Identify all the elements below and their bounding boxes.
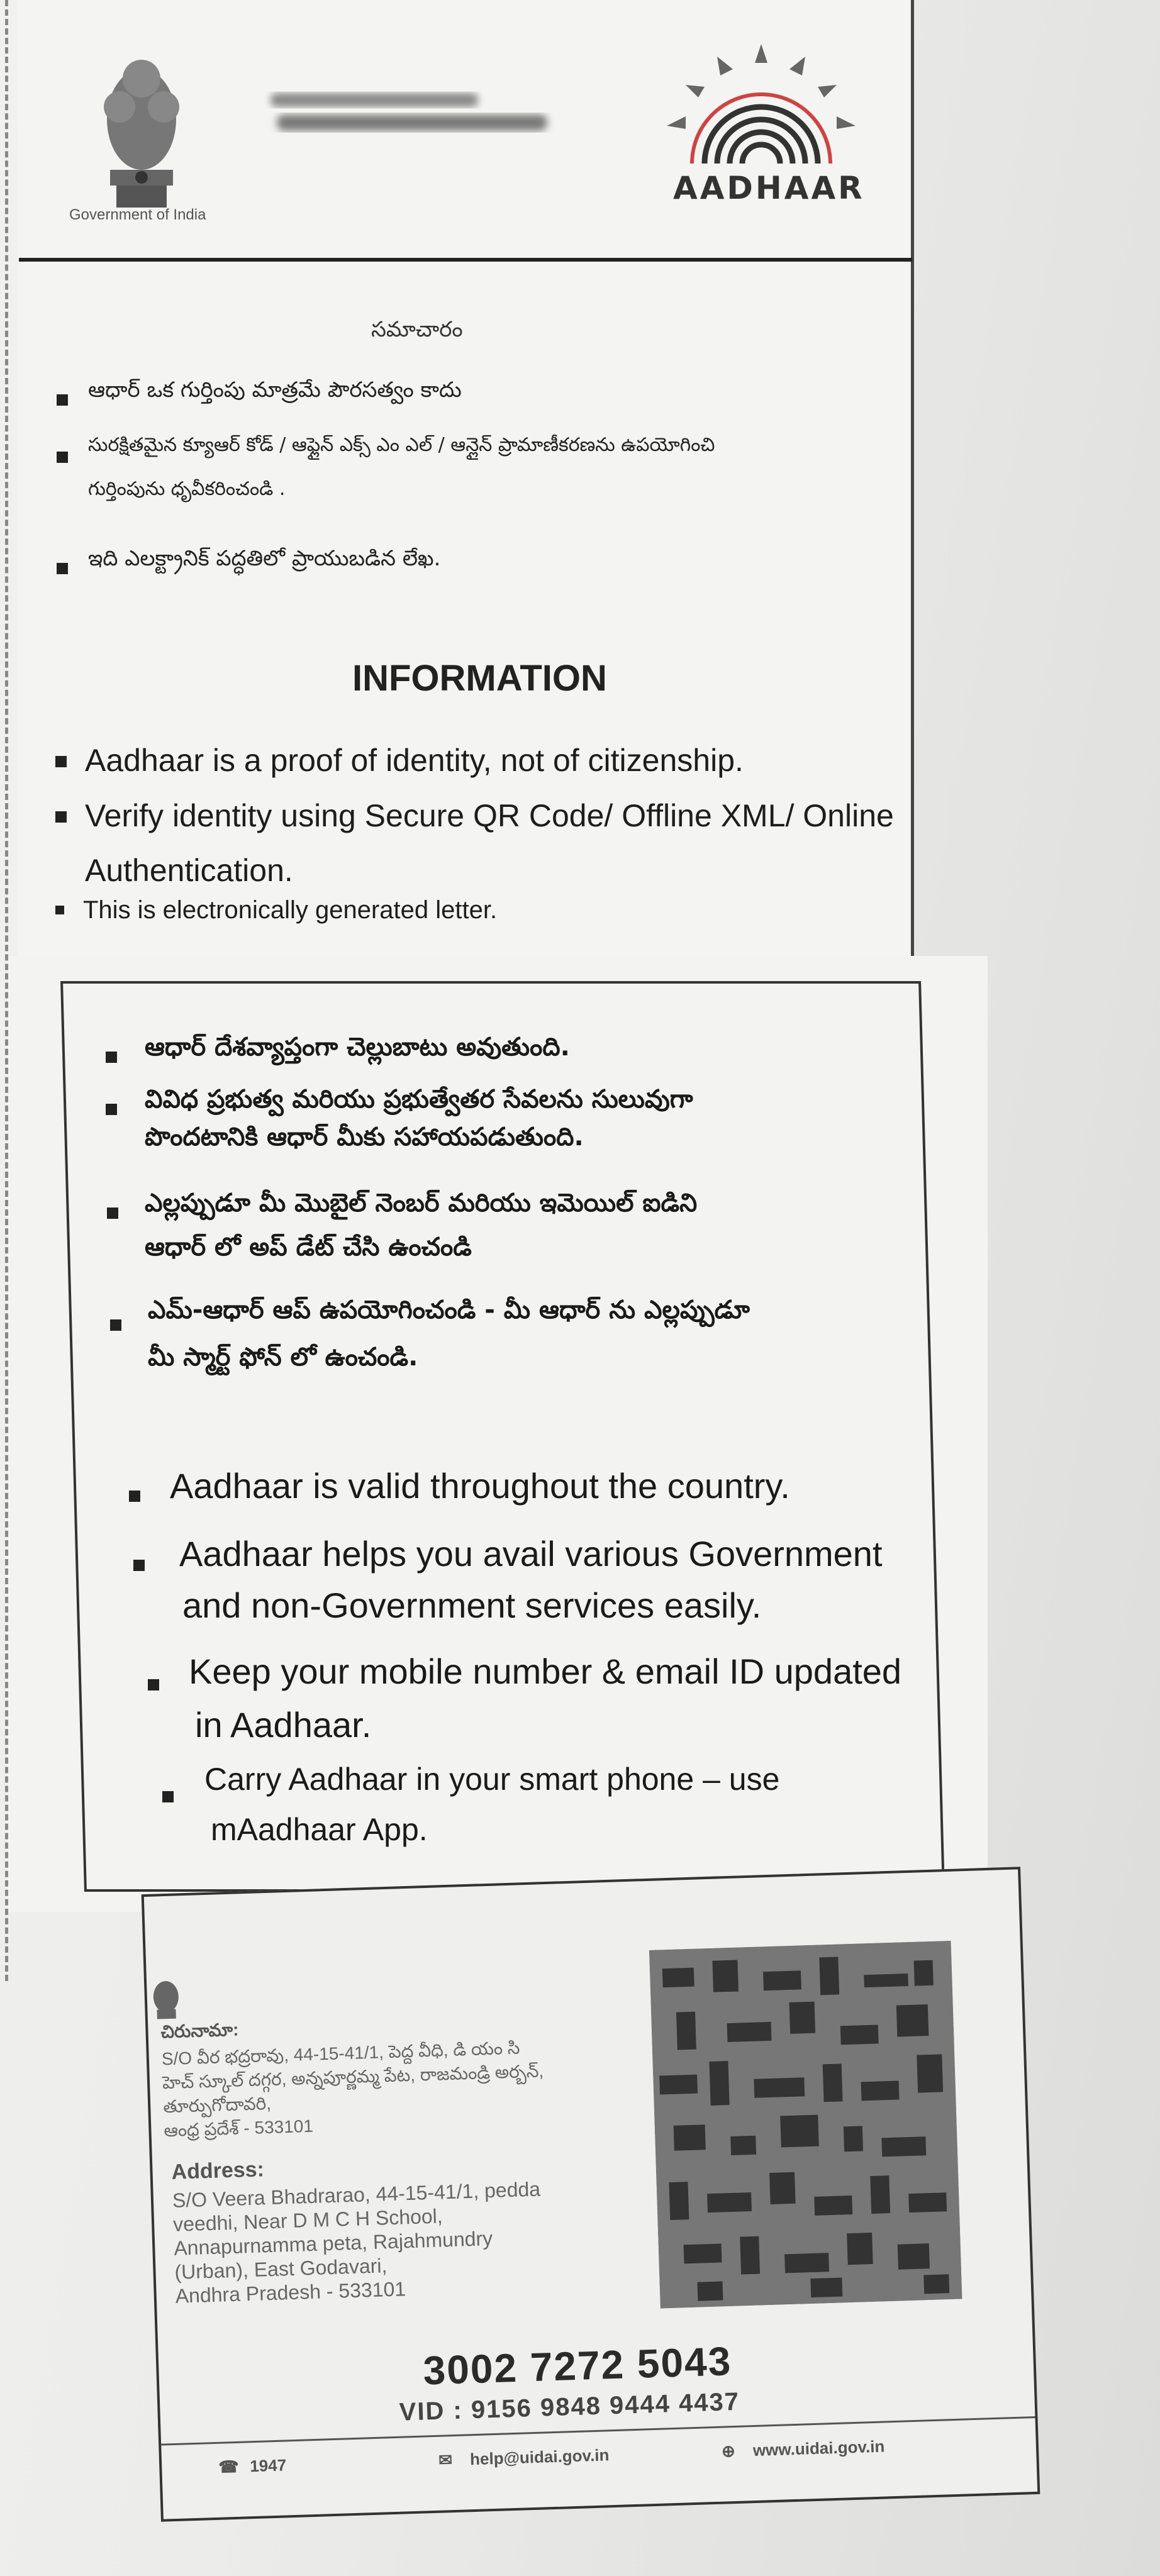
letter-header (19, 0, 912, 262)
benefit-telugu-item: ఆధార్ దేశవ్యాప్తంగా చెల్లుబాటు అవుతుంది. (145, 1033, 570, 1062)
bullet-icon (55, 756, 67, 767)
bullet-icon (110, 1319, 121, 1331)
benefit-english-item: Aadhaar is valid throughout the country. (170, 1466, 790, 1506)
perforation-edge (5, 0, 8, 1981)
telugu-info-item: ఇది ఎలక్ట్రానిక్ పద్ధతిలో ప్రాయుబడిన లేఖ. (88, 546, 441, 571)
bullet-icon (148, 1679, 159, 1690)
information-item: This is electronically generated letter. (83, 896, 498, 924)
benefit-english-item: Aadhaar helps you avail various Government (179, 1534, 883, 1574)
information-title: INFORMATION (352, 658, 607, 699)
address-text: S/O Veera Bhadrarao, 44-15-41/1, pedda veedhi, Near D M C H School, Annapurnamma peta, Rajahmundry (Urban), East Godavari, Andhra Pradesh - 533101 (172, 2177, 541, 2307)
virtual-id: VID : 9156 9848 9444 4437 (399, 2387, 740, 2426)
bullet-icon (129, 1491, 140, 1502)
bullet-icon (162, 1791, 174, 1802)
aadhaar-number: 3002 7272 5043 (422, 2338, 733, 2394)
bullet-icon (57, 563, 68, 574)
information-item: Authentication. (85, 853, 293, 888)
website-url: www.uidai.gov.in (752, 2436, 885, 2460)
card-footer (161, 2416, 1037, 2502)
benefit-english-item: mAadhaar App. (211, 1812, 428, 1847)
help-email: help@uidai.gov.in (469, 2445, 610, 2469)
qr-code-icon (649, 1941, 962, 2309)
bullet-icon (57, 452, 68, 463)
aadhaar-card-cutout (142, 1867, 1040, 2521)
bullet-icon (133, 1560, 145, 1571)
telugu-address-label: చిరునామా: (160, 2019, 239, 2042)
telugu-info-item: ఆధార్ ఒక గుర్తింపు మాత్రమే పౌరసత్వం కాదు (88, 377, 462, 402)
benefit-english-item: and non-Government services easily. (182, 1585, 762, 1625)
benefit-telugu-item: ఎమ్-ఆధార్ ఆప్ ఉపయోగించండి - మీ ఆధార్ ను ఎల్లప్పుడూ (148, 1296, 750, 1324)
bullet-icon (55, 906, 64, 914)
government-of-india-caption: Government of India (69, 206, 206, 223)
bullet-icon (55, 811, 67, 823)
benefit-english-item: in Aadhaar. (195, 1705, 372, 1745)
benefit-telugu-item: మీ స్మార్ట్ ఫోన్ లో ఉంచండి. (148, 1343, 418, 1372)
telugu-information-heading: సమాచారం (371, 318, 463, 341)
telugu-address-text: S/O వీర భద్రరావు, 44-15-41/1, పెద్ద వీధి, డి యం సి హెచ్ స్కూల్ దగ్గర, అన్నపూర్ణమ్మ పేట, రాజమండ్రి అర్బన్, తూర్పుగోదావరి, ఆంధ్ర ప్రదేశ్ - 533101 (161, 2038, 544, 2141)
aadhaar-logo-text: AADHAAR (673, 170, 865, 206)
national-emblem-icon (79, 44, 204, 226)
benefit-telugu-item: ఎల్లప్పుడూ మీ మొబైల్ నెంబర్ మరియు ఇమెయిల్ ఐడిని (145, 1189, 698, 1218)
phone-icon: ☎ (218, 2457, 240, 2477)
information-item: Verify identity using Secure QR Code/ Offline XML/ Online (85, 798, 894, 833)
bullet-icon (57, 394, 68, 406)
bullet-icon (106, 1104, 117, 1115)
aadhaar-logo-icon (642, 38, 881, 182)
globe-icon: ⊕ (721, 2441, 736, 2461)
helpline-number: 1947 (249, 2455, 287, 2476)
redacted-name-text (264, 88, 560, 138)
national-emblem-icon (147, 1977, 186, 2023)
email-icon: ✉ (438, 2450, 453, 2470)
benefit-telugu-item: పొందటానికి ఆధార్ మీకు సహాయపడుతుంది. (145, 1123, 584, 1152)
bullet-icon (106, 1052, 117, 1063)
information-item: Aadhaar is a proof of identity, not of citizenship. (85, 743, 744, 778)
benefit-english-item: Keep your mobile number & email ID updated (189, 1652, 902, 1691)
benefit-english-item: Carry Aadhaar in your smart phone – use (204, 1762, 780, 1797)
benefit-telugu-item: ఆధార్ లో అప్ డేట్ చేసి ఉంచండి (145, 1233, 472, 1262)
telugu-info-item: సురక్షితమైన క్యూఆర్ కోడ్ / ఆఫ్లైన్ ఎక్స్ ఎం ఎల్ / ఆన్లైన్ ప్రామాణీకరణను ఉపయోగించి (88, 434, 715, 456)
address-label: Address: (170, 2157, 265, 2184)
telugu-info-item: గుర్తింపును ధృవీకరించండి . (88, 478, 286, 500)
benefit-telugu-item: వివిధ ప్రభుత్వ మరియు ప్రభుత్వేతర సేవలను సులువుగా (145, 1085, 693, 1114)
bullet-icon (107, 1208, 118, 1219)
